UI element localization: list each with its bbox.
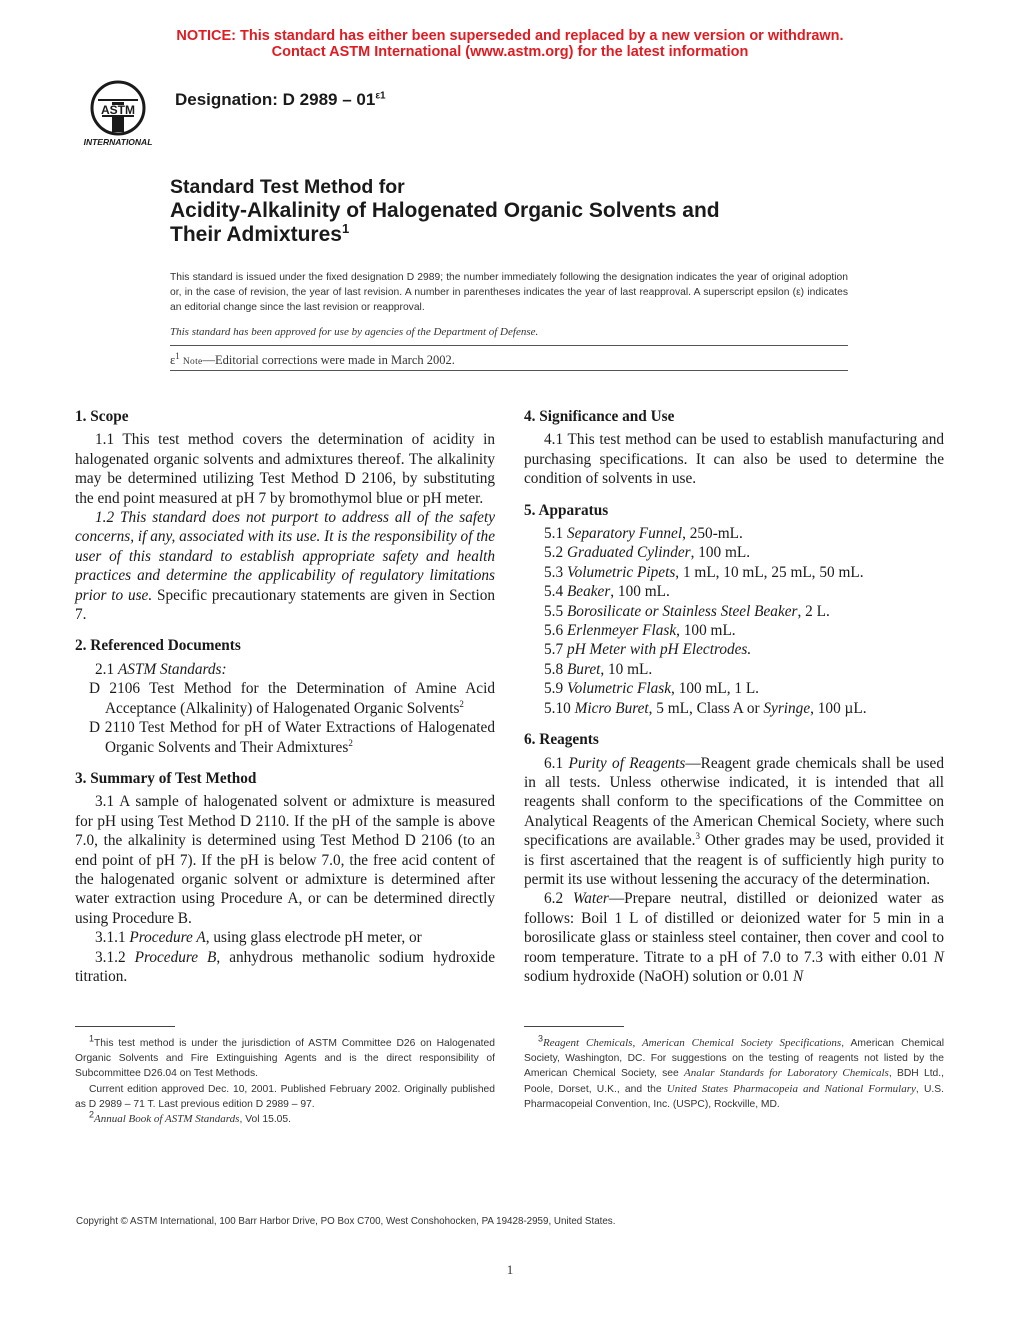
notice-line-2: Contact ASTM International (www.astm.org) for the latest information xyxy=(271,44,749,60)
list-item xyxy=(524,640,944,659)
footnote-sup: 3 xyxy=(538,1033,544,1044)
title-line-3 xyxy=(170,223,349,247)
item-italic: Syringe xyxy=(763,699,811,717)
list-item xyxy=(524,621,944,640)
list-item xyxy=(524,679,944,698)
logo-text: ASTM xyxy=(101,103,135,117)
reference-text: D 2106 Test Method for the Determination of Amine Acid Acceptance (Alkalinity) of Halogenated Organic Solvents xyxy=(89,680,495,717)
item-text: , 100 mL, 1 L. xyxy=(671,680,759,698)
item-italic: Volumetric Pipets xyxy=(566,563,676,581)
note-eps: ε xyxy=(170,353,176,367)
note-text: —Editorial corrections were made in March 2002. xyxy=(202,353,455,367)
item-num: 5.9 xyxy=(544,680,567,698)
paragraph-num: 2.1 xyxy=(95,660,118,678)
paragraph-text: —Reagent grade chemicals shall be used in all tests. Unless otherwise indicated, it is intended that all reagents shall conform to the specifications of the Committee on Analytical Reagents of the American Chemical Society, where such specifications are available. xyxy=(524,754,944,850)
section-heading: 4. Significance and Use xyxy=(524,408,675,425)
list-item xyxy=(524,699,944,718)
list-item xyxy=(524,563,944,582)
title-line-1: Standard Test Method for xyxy=(170,176,405,198)
paragraph: 1.1 This test method covers the determination of acidity in halogenated organic solvents and admixtures thereof. The alkalinity may be determined utilizing Test Method D 2106, by substituting the end point measured at pH 7 by bromothymol blue or pH meter. xyxy=(75,431,495,507)
footnote-text: This test method is under the jurisdiction of ASTM Committee D26 on Halogenated Organic Solvents and Fire Extinguishing Agents and is the direct responsibility of Subcommittee D26.04 on Test Methods. xyxy=(75,1038,495,1080)
paragraph xyxy=(75,508,495,624)
paragraph xyxy=(524,889,944,986)
item-text: , 100 mL. xyxy=(690,544,751,562)
paragraph-text: Specific precautionary statements are given in Section 7. xyxy=(75,586,495,624)
paragraph-num: 3.1.2 xyxy=(95,948,135,966)
item-num: 5.6 xyxy=(544,622,567,640)
footnote-text: , American Chemical Society, Washington, DC. For suggestions on the testing of reagents not listed by the American Chemical Society, see xyxy=(524,1038,945,1080)
footnotes-left xyxy=(75,1033,495,1127)
item-italic: Erlenmeyer Flask xyxy=(566,622,677,640)
item-text: , 5 mL, Class A or xyxy=(648,699,764,717)
section-heading: 1. Scope xyxy=(75,408,129,425)
designation-label: Designation: D 2989 – 01 xyxy=(175,90,376,109)
item-text: , 250-mL. xyxy=(682,525,743,543)
footnote-text: , U.S. Pharmacopeial Convention, Inc. (USPC), Rockville, MD. xyxy=(524,1083,944,1110)
footnote: Current edition approved Dec. 10, 2001. Published February 2002. Originally published as D 2989 – 71 T. Last previous edition D 2989 – 97. xyxy=(75,1083,495,1110)
issue-statement: This standard is issued under the fixed designation D 2989; the number immediately following the designation indicates the year of original adoption or, in the case of revision, the year of last revision. A number in parentheses indicates the year of last reapproval. A superscript epsilon (ε) indicates an editorial change since the last revision or reapproval. xyxy=(170,272,848,313)
paragraph-text: sodium hydroxide (NaOH) solution or 0.01 xyxy=(524,967,793,985)
footnote-sup: 2 xyxy=(89,1109,95,1120)
designation-sup: ε1 xyxy=(375,90,386,102)
page-number: 1 xyxy=(506,1262,514,1277)
note-sup: 1 xyxy=(175,350,180,361)
paragraph-italic: Procedure B xyxy=(134,948,217,966)
dod-approval: This standard has been approved for use by agencies of the Department of Defense. xyxy=(170,326,539,338)
paragraph xyxy=(75,928,495,947)
title-line-3-text: Their Admixtures xyxy=(170,223,342,246)
note-label: Note xyxy=(182,357,203,367)
item-num: 5.3 xyxy=(544,563,567,581)
editorial-note xyxy=(170,350,455,368)
footnote xyxy=(524,1033,945,1112)
item-text: , 2 L. xyxy=(797,602,830,620)
footnote-italic: United States Pharmacopeia and National Formulary xyxy=(666,1082,916,1095)
paragraph-italic: Water xyxy=(572,890,609,908)
divider xyxy=(170,345,848,346)
paragraph xyxy=(524,754,944,890)
section-heading: 2. Referenced Documents xyxy=(75,637,241,655)
footnote-sup: 1 xyxy=(89,1033,95,1044)
paragraph-italic: Procedure A xyxy=(129,929,206,947)
astm-logo-mark xyxy=(76,78,160,150)
item-italic: Separatory Funnel xyxy=(566,525,683,543)
paragraph xyxy=(75,948,495,987)
paragraph-italic: N xyxy=(933,948,944,966)
paragraph-num: 6.2 xyxy=(544,890,573,908)
reference-sup: 2 xyxy=(348,737,353,748)
footnote-rule xyxy=(75,1026,175,1027)
paragraph-italic: N xyxy=(792,967,804,985)
footnote-italic: Reagent Chemicals, American Chemical Society Specifications xyxy=(543,1037,842,1049)
paragraph: 4.1 This test method can be used to establish manufacturing and purchasing specifications. It can also be used to determine the condition of solvents in use. xyxy=(524,431,944,488)
footnote-italic: Analar Standards for Laboratory Chemicals xyxy=(683,1067,889,1080)
footnote-text: , Vol 15.05. xyxy=(239,1114,291,1126)
paragraph-text: , anhydrous methanolic sodium hydroxide titration. xyxy=(75,948,495,985)
item-num: 5.7 xyxy=(544,641,567,659)
footnote xyxy=(75,1109,495,1127)
section-heading: 5. Apparatus xyxy=(524,501,609,519)
paragraph-sup: 3 xyxy=(695,831,700,842)
astm-logo xyxy=(76,78,160,150)
item-italic: Buret xyxy=(566,660,601,678)
paragraph-text: —Prepare neutral, distilled or deionized water as follows: Boil 1 L of distilled or deionized water for 5 min in a borosilicate glass or stainless steel container, then cover and cool to room temperature. Titrate to a pH of 7.0 to 7.3 with either 0.01 xyxy=(524,890,944,966)
list-item xyxy=(524,582,944,601)
apparatus-list xyxy=(524,524,944,699)
reference-sup: 2 xyxy=(459,698,464,709)
footnote-rule xyxy=(524,1026,624,1027)
copyright: Copyright © ASTM International, 100 Barr Harbor Drive, PO Box C700, West Conshohocken, PA 19428-2959, United States. xyxy=(76,1216,616,1227)
item-text: , 100 µL. xyxy=(810,699,867,717)
item-num: 5.5 xyxy=(544,602,567,620)
paragraph xyxy=(75,660,495,679)
paragraph: 3.1 A sample of halogenated solvent or admixture is measured for pH using Test Method D 2110. If the pH of the sample is above 7.0, the alkalinity is determined using Test Method D 2106 (to an end point of pH 7). If the pH is below 7.0, the free acid content of the halogenated organic solvent or admixture is determined after water extraction using Procedure A, or can be determined directly using Procedure B. xyxy=(75,793,495,927)
paragraph-text: Other grades may be used, provided it is first ascertained that the reagent is of sufficiently high purity to permit its use without lessening the accuracy of the determination. xyxy=(524,832,944,888)
item-text: , 100 mL. xyxy=(610,583,670,601)
safety-statement: 1.2 This standard does not purport to address all of the safety concerns, if any, associated with its use. It is the responsibility of the user of this standard to establish appropriate safety and health practices and determine the applicability of regulatory limitations prior to use. xyxy=(75,509,495,604)
paragraph-num: 3.1.1 xyxy=(95,929,130,947)
paragraph-italic: Purity of Reagents xyxy=(568,754,686,772)
item-text: , 100 mL. xyxy=(676,622,736,640)
divider xyxy=(170,370,848,371)
notice-line-1: NOTICE: This standard has either been superseded and replaced by a new version or withdrawn. xyxy=(176,28,844,44)
item-italic: Micro Buret xyxy=(574,699,649,717)
list-item xyxy=(524,602,944,621)
list-item xyxy=(524,660,944,679)
footnote-text: , BDH Ltd., Poole, Dorset, U.K., and the xyxy=(524,1068,944,1095)
item-text: , 10 mL. xyxy=(600,660,653,678)
list-item xyxy=(524,543,944,562)
reference-text: D 2110 Test Method for pH of Water Extractions of Halogenated Organic Solvents and Their Admixtures xyxy=(89,719,495,756)
title-sup: 1 xyxy=(341,221,350,236)
item-italic: Graduated Cylinder xyxy=(566,544,691,562)
item-italic: pH Meter with pH Electrodes. xyxy=(566,641,752,659)
list-item xyxy=(524,524,944,543)
item-num: 5.1 xyxy=(544,525,567,543)
item-italic: Beaker xyxy=(566,583,611,601)
reference-item xyxy=(75,679,495,718)
footnote xyxy=(75,1033,495,1082)
right-column xyxy=(524,407,944,986)
paragraph-num: 6.1 xyxy=(544,754,569,772)
designation xyxy=(175,90,386,110)
item-num: 5.10 xyxy=(544,699,575,717)
reference-item xyxy=(75,718,495,757)
paragraph-italic: ASTM Standards: xyxy=(117,660,227,678)
item-num: 5.2 xyxy=(544,544,567,562)
title-line-2: Acidity-Alkalinity of Halogenated Organic Solvents and xyxy=(170,199,720,222)
logo-subtext: INTERNATIONAL xyxy=(83,137,153,147)
section-heading: 3. Summary of Test Method xyxy=(75,769,257,787)
footnote-italic: Annual Book of ASTM Standards xyxy=(94,1113,240,1126)
item-num: 5.8 xyxy=(544,660,567,678)
item-num: 5.4 xyxy=(544,583,567,601)
section-heading: 6. Reagents xyxy=(524,731,599,749)
left-column xyxy=(75,407,495,986)
footnotes-right xyxy=(524,1033,945,1112)
item-italic: Volumetric Flask xyxy=(566,680,672,698)
paragraph-text: , using glass electrode pH meter, or xyxy=(205,929,422,947)
item-text: , 1 mL, 10 mL, 25 mL, 50 mL. xyxy=(675,563,864,581)
item-italic: Borosilicate or Stainless Steel Beaker xyxy=(566,602,798,620)
